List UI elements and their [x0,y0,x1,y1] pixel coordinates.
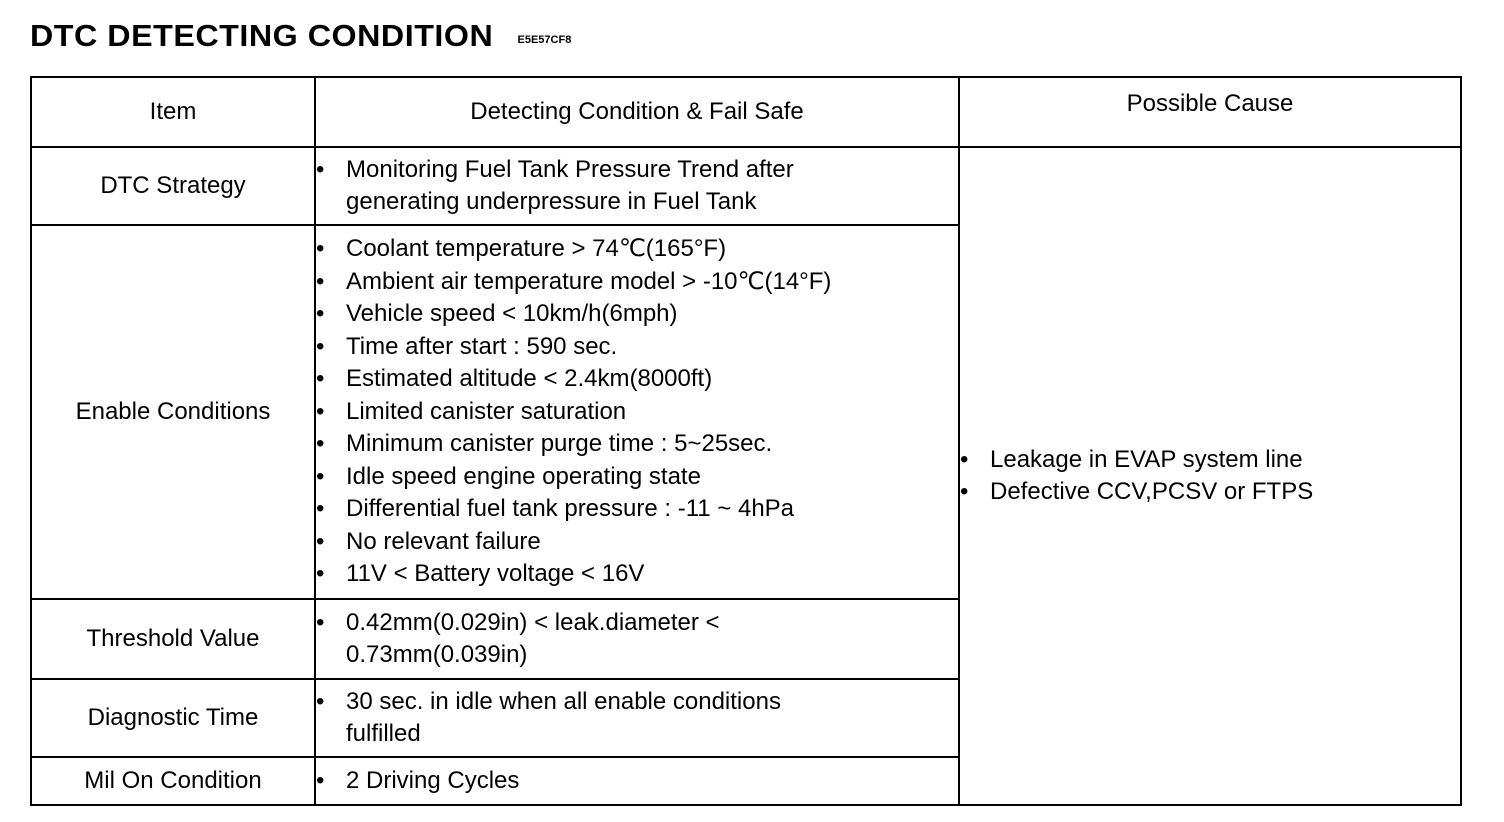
row-conditions [315,679,959,757]
dtc-condition-table [30,76,1462,806]
list-item: • Differential fuel tank pressure : -11 ~ 4hPa [316,493,958,526]
list-item: • Ambient air temperature model > -10℃(14°F) [316,266,958,299]
table-header-row [31,77,1461,147]
condition-list [316,154,958,219]
cause-list [960,444,1460,509]
column-header-item: Item [31,77,315,147]
row-item-label: Enable Conditions [31,225,315,599]
row-conditions [315,757,959,805]
condition-list [316,233,958,591]
list-item: • Leakage in EVAP system line [960,444,1460,477]
list-item: • 2 Driving Cycles [316,765,958,798]
list-item: • 0.42mm(0.029in) < leak.diameter < 0.73mm(0.039in) [316,607,958,672]
column-header-condition: Detecting Condition & Fail Safe [315,77,959,147]
condition-list [316,765,958,798]
list-item: • Time after start : 590 sec. [316,331,958,364]
title-row [30,18,571,58]
row-item-label: Mil On Condition [31,757,315,805]
list-item: • Idle speed engine operating state [316,461,958,494]
condition-list [316,607,958,672]
list-item: • Minimum canister purge time : 5~25sec. [316,428,958,461]
row-conditions [315,147,959,225]
list-item: • Defective CCV,PCSV or FTPS [960,476,1460,509]
list-item: • Coolant temperature > 74℃(165°F) [316,233,958,266]
list-item: • Estimated altitude < 2.4km(8000ft) [316,363,958,396]
row-item-label: Diagnostic Time [31,679,315,757]
list-item: • Limited canister saturation [316,396,958,429]
row-item-label: Threshold Value [31,599,315,679]
table-row [31,147,1461,225]
list-item: • No relevant failure [316,526,958,559]
document-code: E5E57CF8 [517,34,572,46]
row-conditions [315,599,959,679]
row-item-label: DTC Strategy [31,147,315,225]
list-item: • 11V < Battery voltage < 16V [316,558,958,591]
column-header-cause: Possible Cause [959,77,1461,147]
possible-cause-cell [959,147,1461,805]
page-title: DTC DETECTING CONDITION [30,18,494,53]
list-item: • 30 sec. in idle when all enable conditions fulfilled [316,686,958,751]
condition-list [316,686,958,751]
list-item: • Vehicle speed < 10km/h(6mph) [316,298,958,331]
row-conditions [315,225,959,599]
list-item: • Monitoring Fuel Tank Pressure Trend after generating underpressure in Fuel Tank [316,154,958,219]
